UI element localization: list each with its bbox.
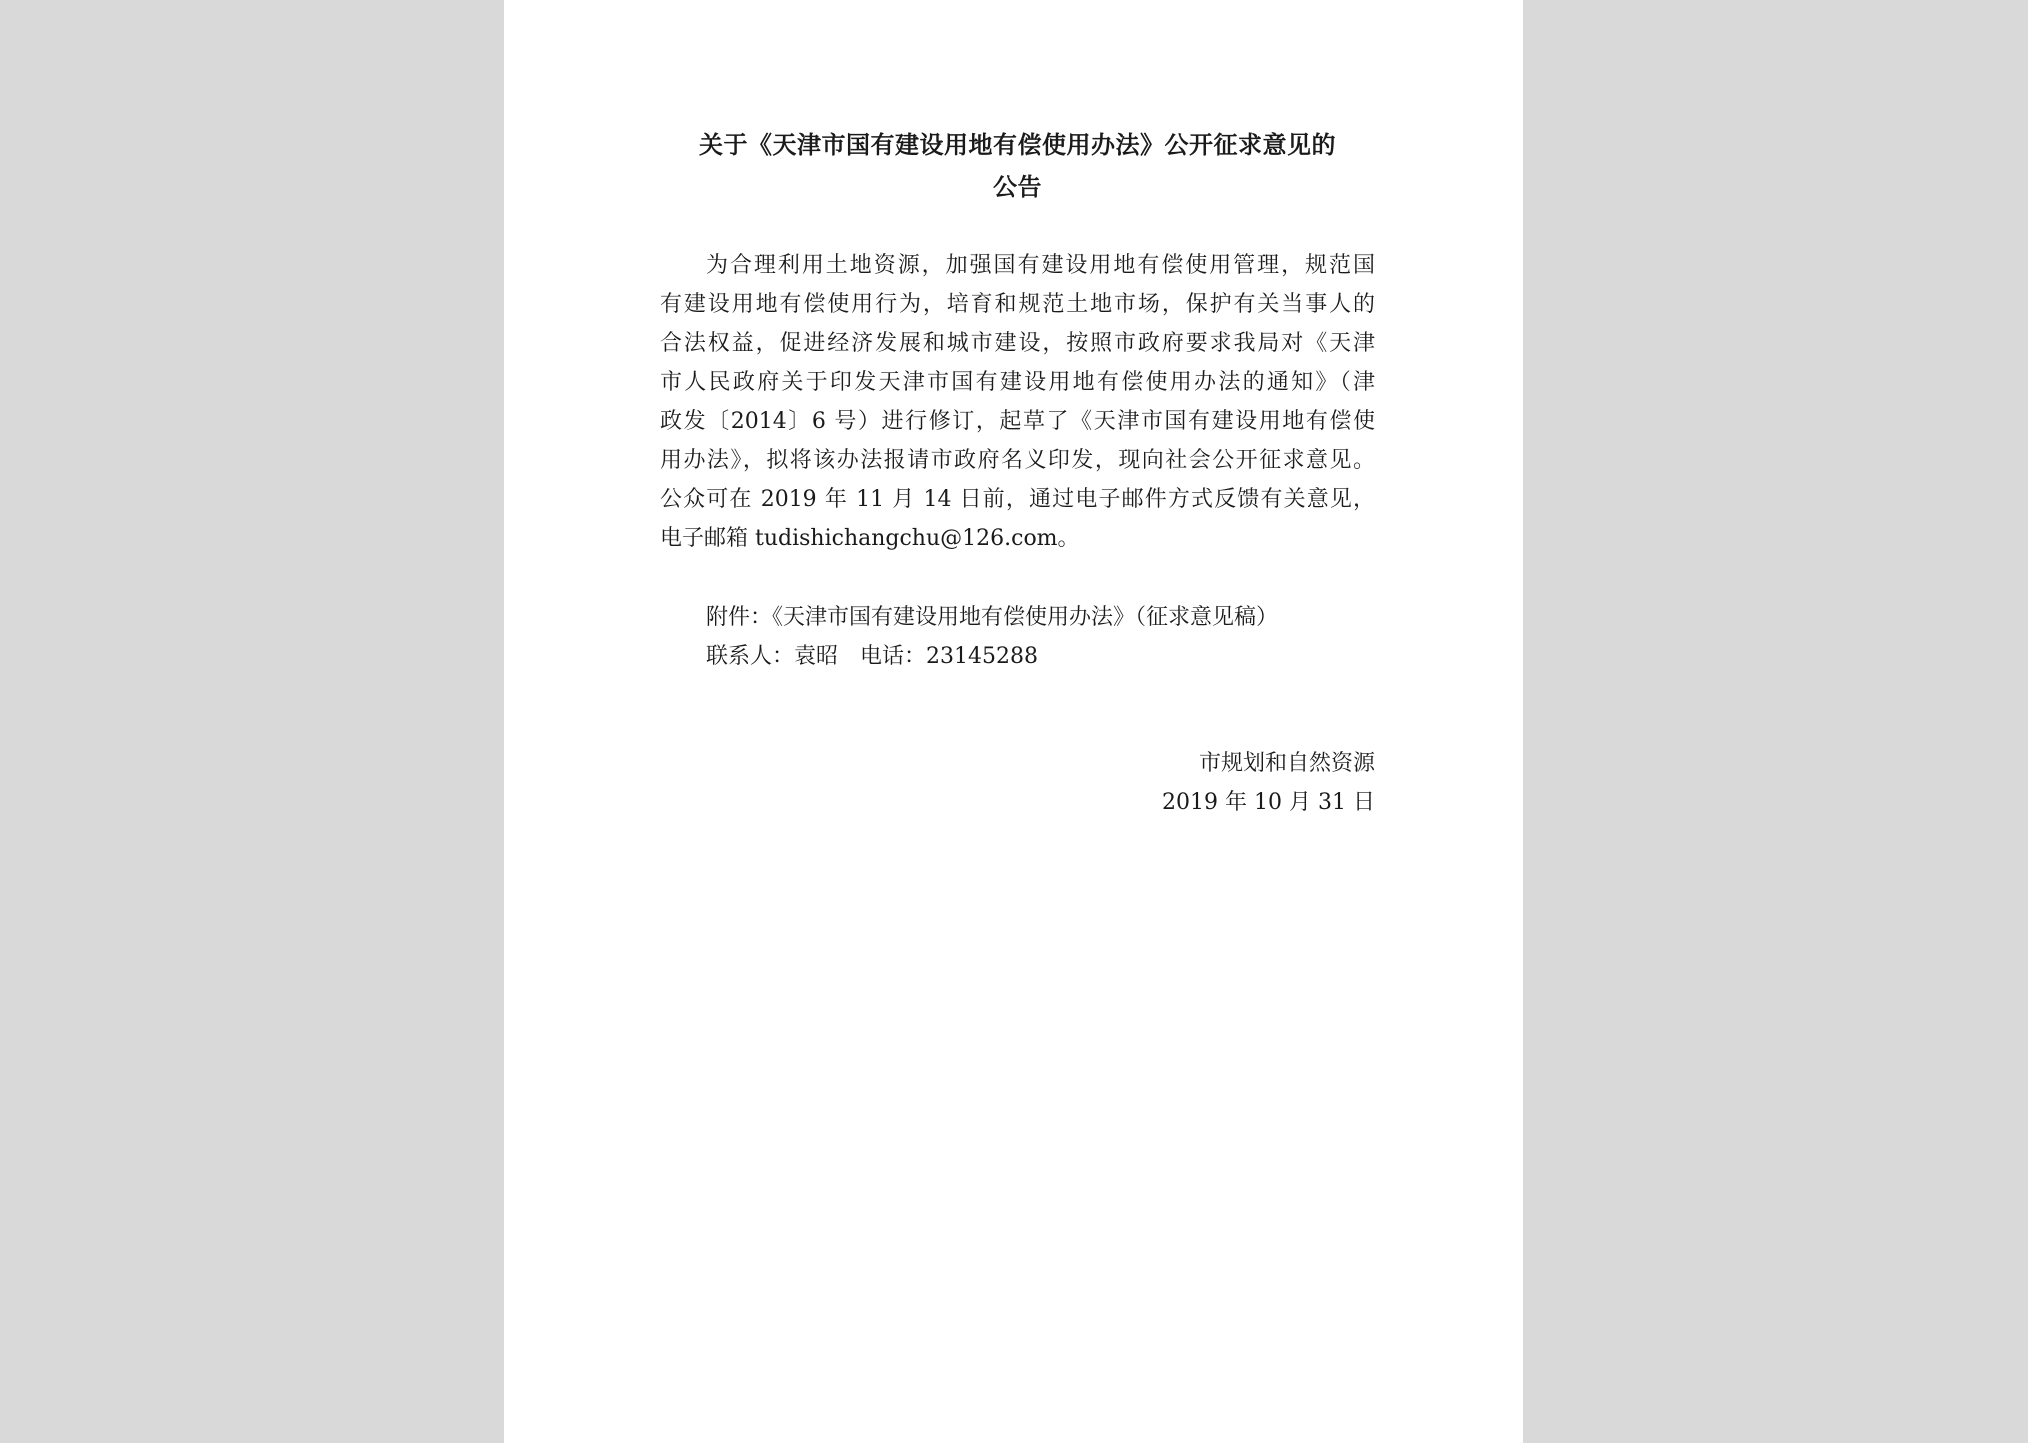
body-line: 为合理利用土地资源，加强国有建设用地有偿使用管理，规范国 [706,253,1375,278]
body-line: 电子邮箱 tudishichangchu@126.com。 [660,526,1080,551]
body-line: 市人民政府关于印发天津市国有建设用地有偿使用办法的通知》（津 [660,370,1375,395]
body-line: 用办法》，拟将该办法报请市政府名义印发，现向社会公开征求意见。 [660,448,1375,473]
body-line: 公众可在 2019 年 11 月 14 日前，通过电子邮件方式反馈有关意见， [660,487,1375,512]
title-line-1: 关于《天津市国有建设用地有偿使用办法》公开征求意见的 [699,130,1336,159]
title-line-2: 公告 [993,172,1042,201]
body-paragraph [660,246,1375,558]
body-line: 合法权益，促进经济发展和城市建设，按照市政府要求我局对《天津 [660,331,1375,356]
page-content [660,124,1375,822]
body-line: 政发〔2014〕6 号）进行修订，起草了《天津市国有建设用地有偿使 [660,409,1375,434]
document-page [504,0,1523,1443]
attachment-line: 附件：《天津市国有建设用地有偿使用办法》（征求意见稿） [706,605,1279,630]
issuer-name: 市规划和自然资源 [1198,751,1375,776]
document-title [660,124,1375,208]
signature-block [660,744,1375,822]
attachment-block [660,598,1375,676]
body-line: 有建设用地有偿使用行为，培育和规范土地市场，保护有关当事人的 [660,292,1375,317]
contact-line: 联系人：袁昭 电话：23145288 [706,644,1038,669]
issue-date: 2019 年 10 月 31 日 [1162,790,1375,815]
